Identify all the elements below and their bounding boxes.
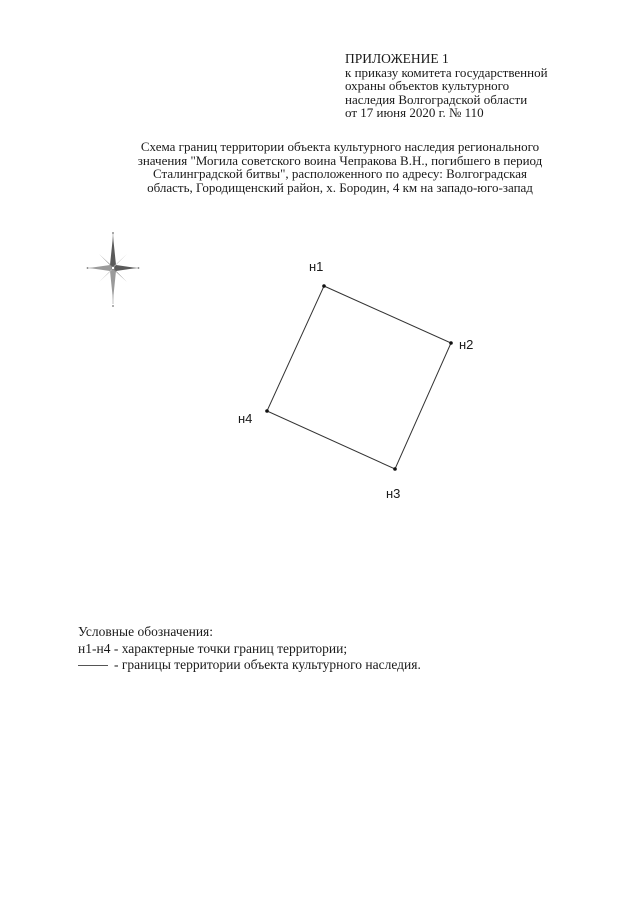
appendix-line: к приказу комитета государственной bbox=[345, 64, 548, 80]
legend-heading: Условные обозначения: bbox=[78, 624, 214, 639]
boundary-point bbox=[449, 341, 453, 345]
scheme-title-line: Схема границ территории объекта культурного наследия регионального bbox=[140, 139, 540, 154]
appendix-line: охраны объектов культурного bbox=[345, 78, 510, 93]
legend-boundary-text: - границы территории объекта культурного наследия. bbox=[114, 657, 421, 672]
boundary-point bbox=[393, 467, 397, 471]
legend-boundary-item bbox=[78, 657, 618, 674]
point-label: н3 bbox=[386, 486, 401, 501]
boundary-point bbox=[322, 284, 326, 288]
scheme-title-line: Сталинградской битвы", расположенного по адресу: Волгоградская bbox=[153, 166, 527, 182]
appendix-line: наследия Волгоградской области bbox=[345, 91, 528, 107]
boundary-line-sample bbox=[78, 665, 108, 666]
scheme-title bbox=[60, 140, 620, 194]
territory-boundary bbox=[267, 286, 451, 469]
point-label: н2 bbox=[459, 337, 474, 352]
scheme-title-line: область, Городищенский район, х. Бородин, 4 км на западо-юго-запад bbox=[147, 179, 533, 195]
appendix-title: ПРИЛОЖЕНИЕ 1 bbox=[345, 51, 449, 66]
legend bbox=[78, 624, 618, 674]
territory-plan bbox=[225, 245, 510, 520]
appendix-line: от 17 июня 2020 г. № 110 bbox=[345, 105, 484, 120]
point-label: н1 bbox=[309, 259, 324, 274]
compass-rose-icon bbox=[85, 230, 141, 310]
boundary-point bbox=[265, 409, 269, 413]
appendix-header bbox=[345, 52, 635, 120]
scheme-title-line: значения "Могила советского воина Чепракова В.Н., погибшего в период bbox=[137, 152, 543, 168]
legend-points-item: н1-н4 - характерные точки границ территории; bbox=[78, 640, 348, 656]
point-label: н4 bbox=[238, 411, 253, 426]
